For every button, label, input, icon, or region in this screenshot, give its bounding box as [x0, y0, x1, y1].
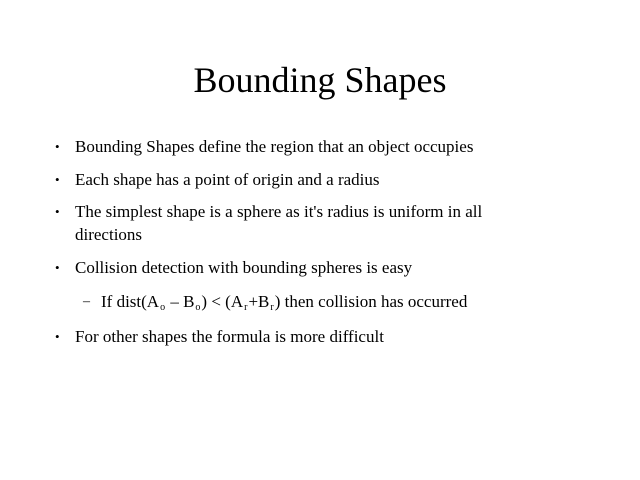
bullet-text: Each shape has a point of origin and a radius: [75, 170, 380, 189]
formula-subscript: o: [160, 302, 166, 313]
bullet-text: The simplest shape is a sphere as it's radius is uniform in all directions: [75, 202, 483, 244]
bullet-text: Bounding Shapes define the region that an object occupies: [75, 137, 474, 156]
bullet-marker: •: [55, 260, 60, 275]
formula-part: ) then collision has occurred: [274, 292, 468, 311]
formula-subscript: r: [244, 302, 248, 313]
formula-part: +B: [248, 292, 270, 311]
formula-part: – B: [166, 292, 195, 311]
slide-title: Bounding Shapes: [193, 60, 447, 100]
formula-subscript: o: [195, 302, 201, 313]
formula-part: If dist(A: [101, 292, 160, 311]
bullet-text: For other shapes the formula is more difficult: [75, 327, 384, 346]
bullet-marker: •: [55, 204, 60, 219]
formula-subscript: r: [270, 302, 274, 313]
bullet-marker: •: [55, 329, 60, 344]
sub-bullet-text: [101, 290, 601, 316]
bullet-text: Collision detection with bounding spheres is easy: [75, 258, 413, 277]
formula-part: ) < (A: [201, 292, 244, 311]
sub-bullet-marker: –: [83, 294, 90, 309]
bullet-marker: •: [55, 172, 60, 187]
bullet-marker: •: [55, 139, 60, 154]
